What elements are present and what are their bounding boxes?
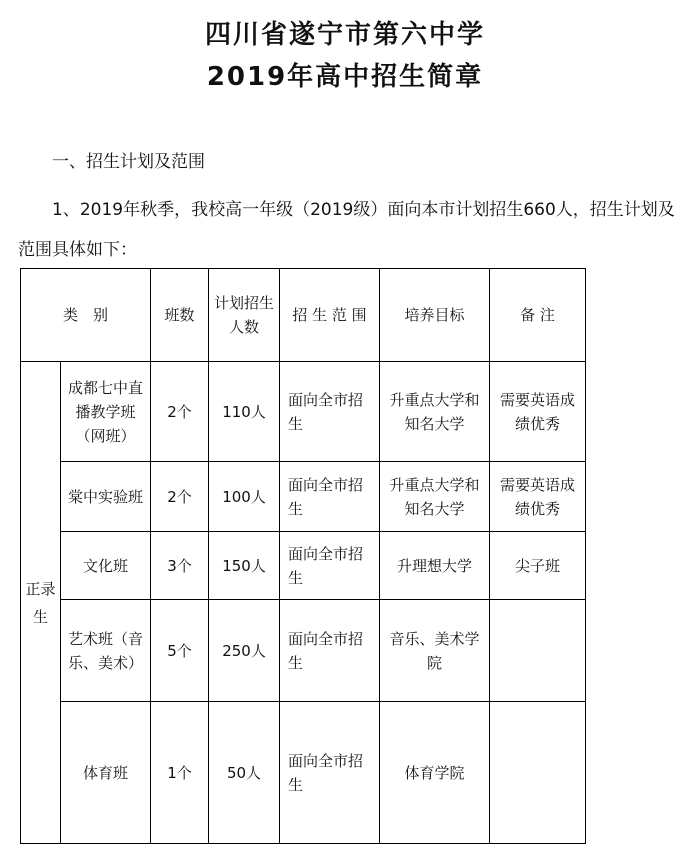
class-name-cell: 棠中实验班	[61, 462, 151, 532]
class-name-cell: 文化班	[61, 532, 151, 600]
goal-cell: 升重点大学和知名大学	[380, 462, 490, 532]
remark-cell: 尖子班	[490, 532, 586, 600]
remark-cell	[490, 702, 586, 844]
plan-cell: 100人	[209, 462, 280, 532]
enrollment-table	[20, 268, 586, 844]
classes-cell: 3个	[151, 532, 209, 600]
goal-cell: 体育学院	[380, 702, 490, 844]
section-paragraph: 1、2019年秋季，我校高一年级（2019级）面向本市计划招生660人，招生计划及范围具体如下：	[18, 200, 675, 260]
scope-cell: 面向全市招生	[280, 532, 380, 600]
header-remark: 备 注	[490, 269, 586, 362]
goal-cell: 升理想大学	[380, 532, 490, 600]
plan-cell: 150人	[209, 532, 280, 600]
header-goal: 培养目标	[380, 269, 490, 362]
table-row	[21, 462, 586, 532]
document-title-line1: 四川省遂宁市第六中学	[204, 20, 485, 50]
class-name-cell: 成都七中直播教学班（网班）	[61, 362, 151, 462]
header-plan: 计划招生人数	[209, 269, 280, 362]
group-label-cell: 正录生	[21, 362, 61, 844]
table-header-row	[21, 269, 586, 362]
table-row	[21, 362, 586, 462]
classes-cell: 2个	[151, 462, 209, 532]
header-category: 类 别	[21, 269, 151, 362]
document-title-line2: 2019年高中招生简章	[206, 62, 484, 92]
section-heading: 一、招生计划及范围	[52, 152, 205, 172]
scope-cell: 面向全市招生	[280, 600, 380, 702]
class-name-cell: 艺术班（音乐、美术）	[61, 600, 151, 702]
goal-cell: 升重点大学和知名大学	[380, 362, 490, 462]
table-row	[21, 532, 586, 600]
header-classes: 班数	[151, 269, 209, 362]
scope-cell: 面向全市招生	[280, 462, 380, 532]
classes-cell: 2个	[151, 362, 209, 462]
plan-cell: 250人	[209, 600, 280, 702]
scope-cell: 面向全市招生	[280, 702, 380, 844]
scope-cell: 面向全市招生	[280, 362, 380, 462]
classes-cell: 5个	[151, 600, 209, 702]
plan-cell: 50人	[209, 702, 280, 844]
remark-cell: 需要英语成绩优秀	[490, 362, 586, 462]
remark-cell: 需要英语成绩优秀	[490, 462, 586, 532]
table-row	[21, 702, 586, 844]
table-row	[21, 600, 586, 702]
plan-cell: 110人	[209, 362, 280, 462]
class-name-cell: 体育班	[61, 702, 151, 844]
goal-cell: 音乐、美术学院	[380, 600, 490, 702]
remark-cell	[490, 600, 586, 702]
classes-cell: 1个	[151, 702, 209, 844]
header-scope: 招 生 范 围	[280, 269, 380, 362]
